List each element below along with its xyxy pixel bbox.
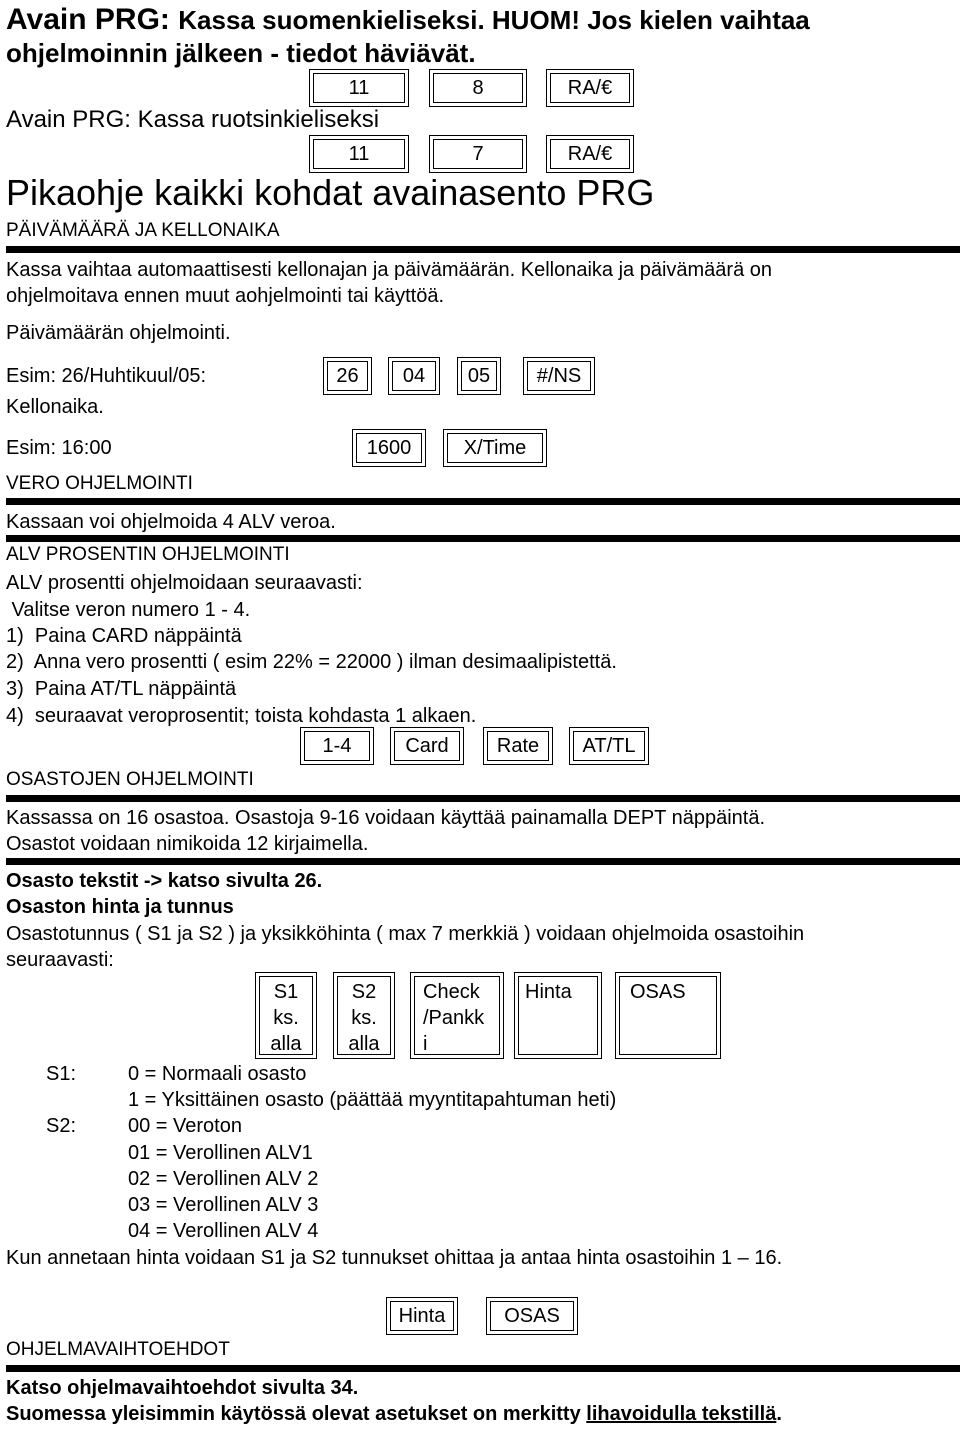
title-prefix: Avain PRG: — [6, 3, 179, 36]
vat-step-2: 2) Anna vero prosentti ( esim 22% = 22000 ) ilman desimaalipistettä. — [6, 651, 617, 673]
s2-value: 01 = Verollinen ALV1 — [128, 1142, 313, 1164]
vat-step-3: 3) Paina AT/TL näppäintä — [6, 678, 237, 700]
key-11: 11 — [313, 139, 405, 169]
key-8: 8 — [433, 73, 523, 103]
section-heading-vat-rate: ALV PROSENTIN OHJELMOINTI — [6, 544, 290, 565]
options-reference: Katso ohjelmavaihtoehdot sivulta 34. — [6, 1377, 359, 1399]
date-example: Esim: 26/Huhtikuul/05: — [6, 365, 207, 387]
page-title — [6, 2, 810, 38]
datetime-paragraph-1: Kassa vaihtaa automaattisesti kellonajan ja päivämäärän. Kellonaika ja päivämäärä on — [6, 259, 773, 281]
key-hinta: Hinta — [390, 1301, 454, 1331]
dept-texts-reference: Osasto tekstit -> katso sivulta 26. — [6, 870, 323, 892]
section-divider — [6, 535, 960, 542]
time-programming-label: Kellonaika. — [6, 396, 104, 418]
key-1-4: 1-4 — [304, 731, 370, 761]
section-heading-departments: OSASTOJEN OHJELMOINTI — [6, 769, 254, 790]
vat-step-4: 4) seuraavat veroprosentit; toista kohdasta 1 alkaen. — [6, 705, 477, 727]
options-note — [6, 1402, 782, 1426]
vat-step-select: Valitse veron numero 1 - 4. — [6, 599, 251, 621]
key-osas: OSAS — [490, 1301, 574, 1331]
key-26: 26 — [327, 361, 368, 391]
key-05: 05 — [461, 361, 497, 391]
key-osas: OSAS — [619, 976, 717, 1055]
title-warning: ohjelmoinnin jälkeen - tiedot häviävät. — [6, 38, 476, 68]
key-11: 11 — [313, 73, 405, 103]
options-note-end: . — [776, 1403, 782, 1425]
section-heading-vat: VERO OHJELMOINTI — [6, 473, 193, 494]
key-x-time: X/Time — [447, 433, 543, 463]
s2-value: 00 = Veroton — [128, 1115, 242, 1137]
key-04: 04 — [392, 361, 436, 391]
section-divider — [6, 498, 960, 505]
s2-value: 04 = Verollinen ALV 4 — [128, 1220, 319, 1242]
section-heading-options: OHJELMAVAIHTOEHDOT — [6, 1339, 230, 1360]
s1-value: 0 = Normaali osasto — [128, 1063, 307, 1085]
s1-value: 1 = Yksittäinen osasto (päättää myyntitapahtuman heti) — [128, 1089, 617, 1111]
dept-price-heading: Osaston hinta ja tunnus — [6, 896, 234, 918]
key-rate: Rate — [487, 731, 549, 761]
vat-step-intro: ALV prosentti ohjelmoidaan seuraavasti: — [6, 572, 363, 594]
key-hinta: Hinta — [518, 976, 598, 1055]
options-note-bold-text: lihavoidulla tekstillä — [586, 1403, 777, 1425]
dept-price-paragraph-2: seuraavasti: — [6, 949, 114, 971]
dept-price-paragraph-1: Osastotunnus ( S1 ja S2 ) ja yksikköhinta ( max 7 merkkiä ) voidaan ohjelmoida osastoihin — [6, 923, 805, 945]
key-s2: S2 ks. alla — [337, 976, 391, 1055]
key-1600: 1600 — [356, 433, 422, 463]
datetime-paragraph-2: ohjelmoitava ennen muut aohjelmointi tai käyttöä. — [6, 285, 445, 307]
vat-text: Kassaan voi ohjelmoida 4 ALV veroa. — [6, 511, 336, 533]
time-example: Esim: 16:00 — [6, 437, 112, 459]
key-7: 7 — [433, 139, 523, 169]
section-divider — [6, 1365, 960, 1372]
section-heading-datetime: PÄIVÄMÄÄRÄ JA KELLONAIKA — [6, 220, 280, 241]
section-divider — [6, 858, 960, 865]
swedish-title: Avain PRG: Kassa ruotsinkieliseksi — [6, 106, 380, 133]
s2-value: 03 = Verollinen ALV 3 — [128, 1194, 319, 1216]
options-note-text: Suomessa yleisimmin käytössä olevat asetukset on merkitty — [6, 1403, 587, 1425]
date-programming-label: Päivämäärän ohjelmointi. — [6, 322, 231, 344]
key-ra-euro: RA/€ — [550, 73, 630, 103]
title-main: Kassa suomenkieliseksi. HUOM! Jos kielen vaihtaa — [178, 5, 810, 35]
s1-label: S1: — [46, 1063, 77, 1085]
key-card: Card — [394, 731, 460, 761]
dept-override-text: Kun annetaan hinta voidaan S1 ja S2 tunnukset ohittaa ja antaa hinta osastoihin 1 – 16. — [6, 1247, 783, 1269]
key-ra-euro: RA/€ — [550, 139, 630, 169]
quick-guide-title: Pikaohje kaikki kohdat avainasento PRG — [6, 172, 655, 213]
key-ns: #/NS — [527, 361, 591, 391]
s2-value: 02 = Verollinen ALV 2 — [128, 1168, 319, 1190]
section-divider — [6, 795, 960, 802]
key-at-tl: AT/TL — [573, 731, 645, 761]
dept-paragraph-1: Kassassa on 16 osastoa. Osastoja 9-16 voidaan käyttää painamalla DEPT näppäintä. — [6, 807, 765, 829]
key-s1: S1 ks. alla — [259, 976, 313, 1055]
vat-step-1: 1) Paina CARD näppäintä — [6, 625, 242, 647]
section-divider — [6, 246, 960, 253]
dept-paragraph-2: Osastot voidaan nimikoida 12 kirjaimella. — [6, 833, 369, 855]
s2-label: S2: — [46, 1115, 77, 1137]
key-check-pankki: Check /Pankk i — [414, 976, 500, 1055]
